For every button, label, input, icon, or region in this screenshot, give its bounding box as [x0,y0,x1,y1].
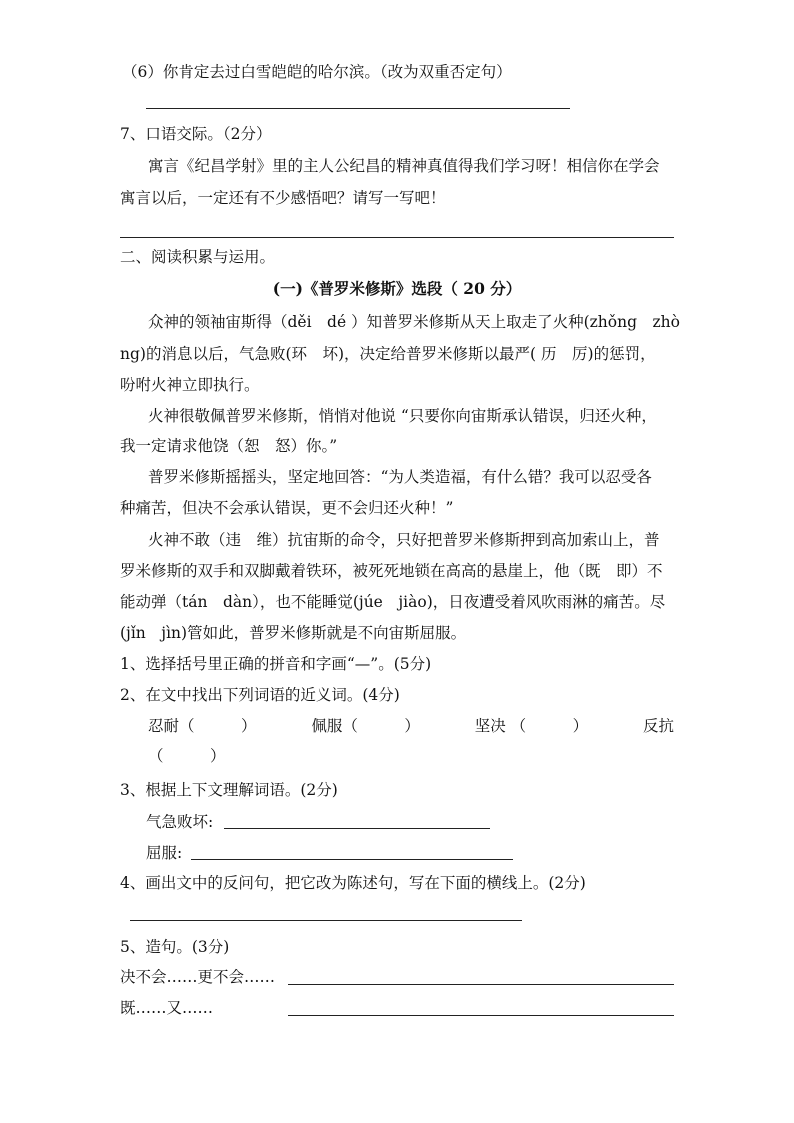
passage-line: 火神不敢（违 维）抗宙斯的命令，只好把普罗米修斯押到高加索山上，普 [148,531,660,549]
synonym-item-blank[interactable]: （ ） [148,747,226,765]
answer-line[interactable] [130,920,522,921]
question-7-title: 7、口语交际。（2分） [120,125,272,143]
passage-line: 吩咐火神立即执行。 [120,376,260,394]
answer-line[interactable] [191,859,513,860]
passage-line: 众神的领袖宙斯得（děi dé ）知普罗米修斯从天上取走了火种(zhǒng zhò [148,313,680,331]
passage-line: 能动弹（tán dàn），也不能睡觉(júe jiào)，日夜遭受着风吹雨淋的痛苦。尽 [120,593,666,611]
answer-line[interactable] [288,1015,674,1016]
synonym-item[interactable]: 忍耐（ ） [148,717,257,735]
section-2-heading: 二、阅读积累与运用。 [120,248,276,266]
passage-title: (一)《普罗米修斯》选段（ 20 分） [272,279,522,298]
synonym-item[interactable]: 坚决 （ ） [474,717,589,735]
passage-line: 种痛苦，但决不会承认错误，更不会归还火种！” [120,499,454,517]
sentence-pattern: 决不会……更不会…… [120,968,276,986]
answer-line[interactable] [146,108,570,109]
sentence-pattern: 既……又…… [120,999,214,1017]
question-3: 3、根据上下文理解词语。(2分) [120,781,338,799]
passage-line: 我一定请求他饶（恕 怒）你。” [120,437,338,455]
term-label: 气急败坏: [146,813,214,831]
passage-line: ng)的消息以后，气急败(环 坏)，决定给普罗米修斯以最严( 历 厉)的惩罚， [120,345,656,363]
question-1: 1、选择括号里正确的拼音和字画“—”。(5分) [120,655,432,673]
question-7-text-line2: 寓言以后，一定还有不少感悟吧？请写一写吧！ [120,189,446,207]
answer-line[interactable] [288,984,674,985]
passage-line: 普罗米修斯摇摇头，坚定地回答：“为人类造福，有什么错？我可以忍受各 [148,468,652,486]
passage-line: 罗米修斯的双手和双脚戴着铁环，被死死地锁在高高的悬崖上，他（既 即）不 [120,562,663,580]
passage-line: 火神很敬佩普罗米修斯，悄悄对他说 “只要你向宙斯承认错误，归还火种， [148,407,657,425]
question-4: 4、画出文中的反问句，把它改为陈述句，写在下面的横线上。(2分) [120,874,586,892]
synonym-item[interactable]: 佩服（ ） [311,717,420,735]
term-label: 屈服: [146,844,183,862]
passage-line: (jǐn jìn)管如此，普罗米修斯就是不向宙斯屈服。 [120,624,467,642]
synonym-row [148,716,674,736]
question-5: 5、造句。(3分) [120,938,230,956]
answer-line[interactable] [224,828,490,829]
question-2: 2、在文中找出下列词语的近义词。(4分) [120,686,400,704]
synonym-item: 反抗 [642,717,674,735]
question-7-text-line1: 寓言《纪昌学射》里的主人公纪昌的精神真值得我们学习呀！相信你在学会 [148,157,660,175]
question-6-6: （6）你肯定去过白雪皑皑的哈尔滨。（改为双重否定句） [122,63,512,81]
answer-line[interactable] [120,237,674,238]
